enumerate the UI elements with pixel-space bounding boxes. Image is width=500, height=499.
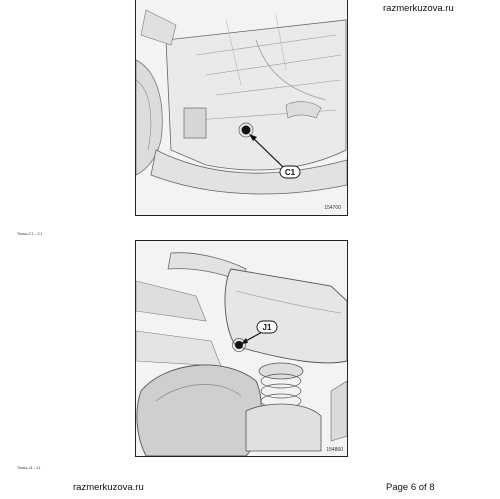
caption-j1: Точка J1 - J1: [17, 465, 41, 470]
caption-c1: Точка C1 - C1: [17, 231, 43, 236]
rear-suspension-illustration: [136, 241, 347, 456]
header-site-link[interactable]: razmerkuzova.ru: [383, 3, 454, 14]
underbody-illustration: [136, 0, 347, 215]
point-j1-marker: [235, 341, 243, 349]
callout-c1-label: C1: [284, 168, 296, 177]
point-c1-marker: [242, 126, 251, 135]
figure-rear-j1: [135, 240, 348, 457]
page-number: Page 6 of 8: [386, 482, 435, 493]
footer-site-link[interactable]: razmerkuzova.ru: [73, 482, 144, 493]
callout-j1-label: J1: [262, 323, 272, 332]
figure-underbody-c1: [135, 0, 348, 216]
figure-code-1: 154700: [324, 205, 341, 211]
figure-code-2: 154860: [326, 447, 343, 453]
